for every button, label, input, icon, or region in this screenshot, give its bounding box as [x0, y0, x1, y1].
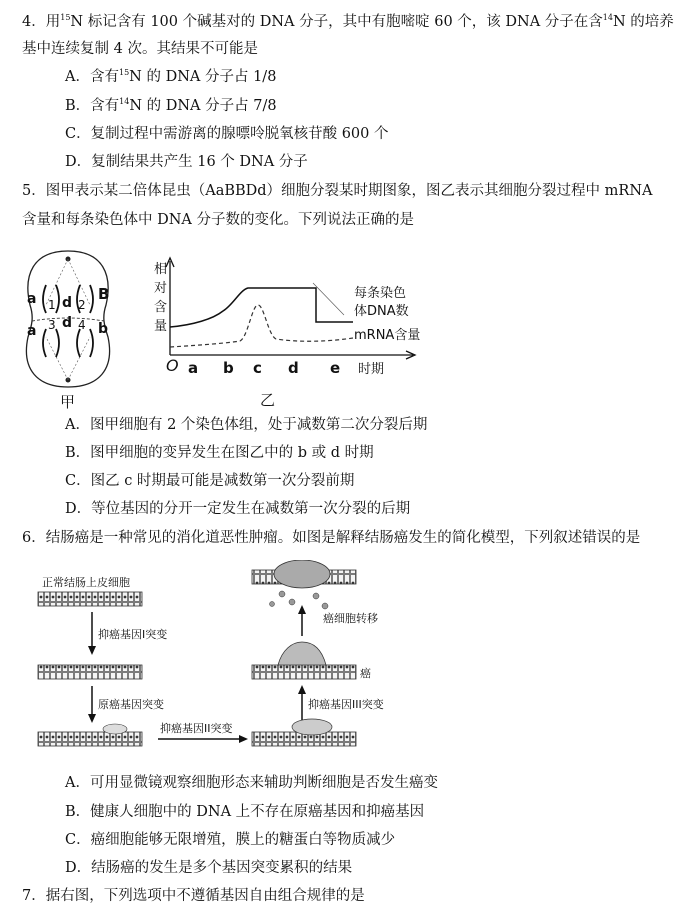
- q6-stem: 6．结肠癌是一种常见的消化道恶性肿瘤。如图是解释结肠癌发生的简化模型，下列叙述错误的是: [22, 530, 641, 546]
- content-change-chart: [148, 255, 448, 415]
- legend-dna-line1: 每条染色: [354, 286, 407, 301]
- x-tick: b: [223, 359, 234, 377]
- q6-option-a: A．可用显微镜观察细胞形态来辅助判断细胞是否发生癌变: [65, 775, 438, 791]
- gene-label: a: [27, 291, 37, 307]
- x-tick: d: [288, 359, 299, 377]
- gene-label: a: [27, 323, 37, 339]
- cell-division-figure: [18, 245, 118, 415]
- origin-label: O: [166, 356, 179, 375]
- q5-option-a: A．图甲细胞有 2 个染色体组，处于减数第二次分裂后期: [65, 417, 428, 433]
- x-tick: c: [253, 359, 262, 377]
- gene-label: B: [98, 285, 110, 303]
- y-axis-label-char: 量: [154, 319, 168, 334]
- q5-stem-line1: 5．图甲表示某二倍体昆虫（AaBBDd）细胞分裂某时期图象，图乙表示其细胞分裂过程中 mRNA: [22, 183, 653, 199]
- chromosome-number: 4: [78, 318, 86, 332]
- q5-option-c: C．图乙 c 时期最可能是减数第一次分裂前期: [65, 473, 355, 489]
- q4-option-b: B．含有$^{14}$N 的 DNA 分子占 7/8: [65, 97, 277, 114]
- q4-stem-line1: 4．用$^{15}$N 标记含有 100 个碱基对的 DNA 分子，其中有胞嘧啶 60 个，该 DNA 分子在含$^{14}$N 的培养: [22, 13, 674, 30]
- q4-stem-line2: 基中连续复制 4 次。其结果不可能是: [22, 41, 258, 57]
- legend-mrna: mRNA含量: [354, 328, 421, 343]
- label-step2: 原癌基因突变: [98, 698, 164, 711]
- q4-option-c: C．复制过程中需游离的腺嘌呤脱氧核苷酸 600 个: [65, 126, 389, 142]
- q6-option-b: B．健康人细胞中的 DNA 上不存在原癌基因和抑癌基因: [65, 804, 425, 820]
- chromosome-number: 2: [78, 298, 86, 312]
- q6-option-c: C．癌细胞能够无限增殖，膜上的糖蛋白等物质减少: [65, 832, 396, 848]
- q4-option-a: A．含有$^{15}$N 的 DNA 分子占 1/8: [65, 68, 277, 85]
- label-normal-cells: 正常结肠上皮细胞: [42, 576, 130, 589]
- label-step1: 抑癌基因I突变: [98, 628, 168, 641]
- figure-caption: 乙: [260, 391, 276, 409]
- q4-option-d: D．复制结果共产生 16 个 DNA 分子: [65, 154, 308, 170]
- q5-option-b: B．图甲细胞的变异发生在图乙中的 b 或 d 时期: [65, 445, 374, 461]
- x-tick: a: [188, 359, 199, 377]
- label-step3: 抑癌基因II突变: [160, 722, 233, 735]
- chromosome-number: 3: [48, 318, 56, 332]
- figure-caption: 甲: [60, 393, 76, 411]
- gene-label: d: [62, 295, 73, 311]
- legend-dna-line2: 体DNA数: [354, 304, 409, 319]
- x-axis-label: 时期: [358, 362, 385, 377]
- label-cancer: 癌: [360, 667, 371, 680]
- y-axis-label-char: 对: [154, 281, 168, 296]
- y-axis-label-char: 相: [154, 262, 168, 277]
- q5-option-d: D．等位基因的分开一定发生在减数第一次分裂的后期: [65, 501, 411, 517]
- q7-stem: 7．据右图，下列选项中不遵循基因自由组合规律的是: [22, 888, 365, 904]
- label-metastasis: 癌细胞转移: [323, 612, 378, 625]
- q5-stem-line2: 含量和每条染色体中 DNA 分子数的变化。下列说法正确的是: [22, 212, 415, 228]
- colon-cancer-model-figure: [20, 560, 440, 760]
- chromosome-number: 1: [48, 298, 56, 312]
- y-axis-label-char: 含: [154, 300, 168, 315]
- x-tick: e: [330, 359, 341, 377]
- q6-option-d: D．结肠癌的发生是多个基因突变累积的结果: [65, 860, 353, 876]
- label-step4: 抑癌基因III突变: [308, 698, 384, 711]
- gene-label: d: [62, 315, 73, 331]
- gene-label: b: [98, 321, 109, 337]
